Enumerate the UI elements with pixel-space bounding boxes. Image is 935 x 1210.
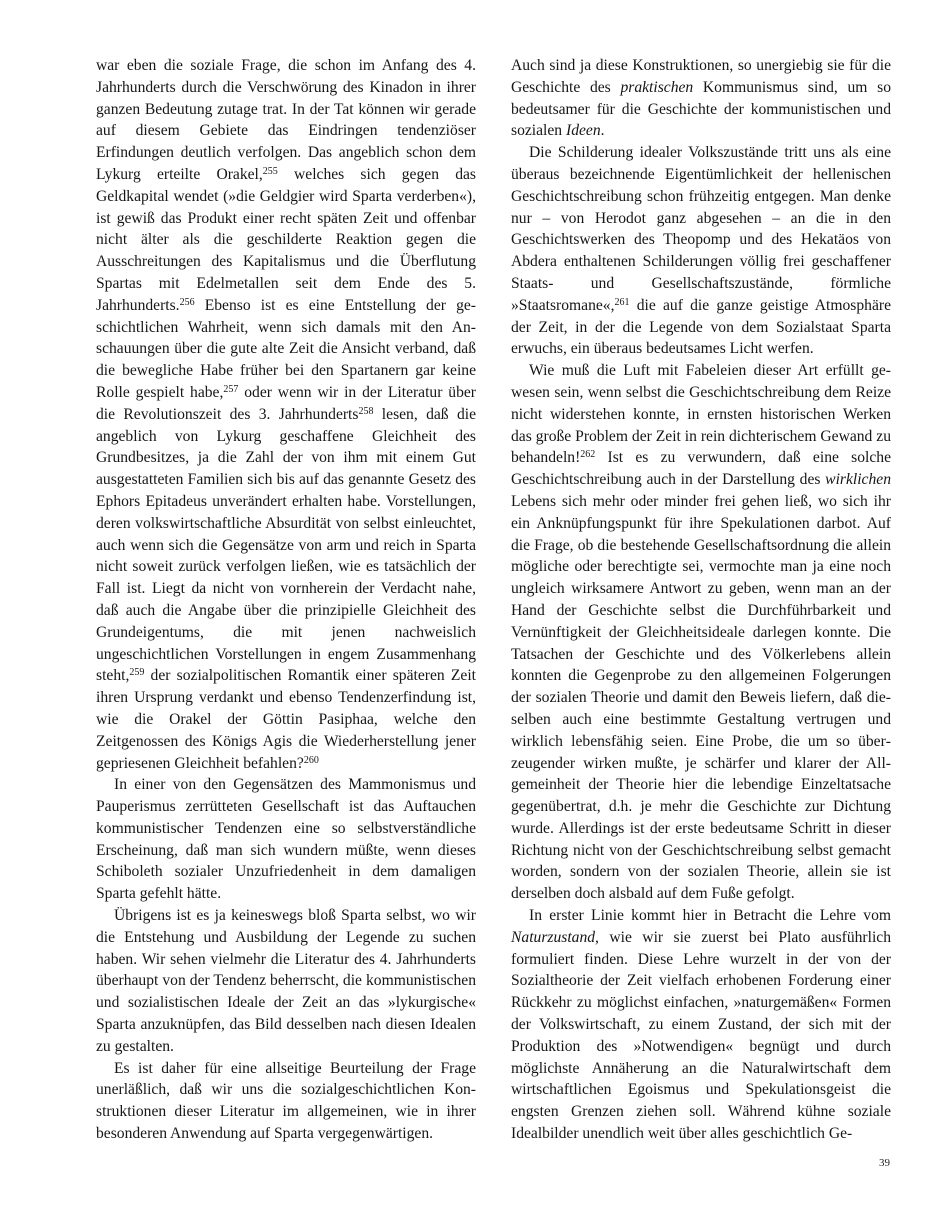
- paragraph: Es ist daher für eine allseitige Beurteilung der Frage unerläßlich, daß wir uns die sozialgeschichtlichen Konstruktionen dieser Literatur im allgemeinen, wie in ihrer besonderen Anwendung auf Sparta vergegenwärtigen.: [96, 1059, 476, 1143]
- paragraph: Übrigens ist es ja keineswegs bloß Sparta selbst, wo wir die Entstehung und Ausbildung der Legende zu suchen haben. Wir sehen vielmehr die Literatur des 4. Jahrhunderts überhaupt von der Tendenz beherrscht, die kommunistischen und sozialistischen Ideale der Zeit an das »lykurgische« Sparta anzuknüpfen, das Bild desselben nach diesen Idealen zu gestalten.: [96, 907, 476, 1055]
- footnote-ref[interactable]: 256: [179, 296, 195, 308]
- paragraph: Wie muß die Luft mit Fabeleien dieser Art erfüllt gewesen sein, wenn selbst die Geschichtschreibung dem Reize nicht widerstehen konnte, in ernsten historischen Werken das große Problem der Zeit in rein dichterischem Gewand zu behandeln!$^{262}$ Ist es zu verwundern, daß eine solche Geschichtschreibung auch in der Darstellung des wirklichen Lebens sich mehr oder minder frei gehen ließ, wo sich ihr ein Anknüpfungspunkt für ihre Spekulationen darbot. Auf die Frage, ob die bestehende Gesellschaftsordnung die allein mögliche oder berechtigte sei, vermochte man ja eine noch ungleich wirksamere Antwort zu geben, wenn man an der Hand der Geschichte selbst die Durchführbarkeit und Vernünftigkeit der Gleichheitsideale darlegen konnte. Die Tatsachen der Geschichte und des Völkerlebens allein konnten die Gegenprobe zu den allgemeinen Folgerungen der sozialen Theorie und damit den Beweis liefern, daß dieselben auch eine bestimmte Gestaltung vertrugen und wirklich lebensfähig seien. Eine Probe, die um so überzeugender wirken mußte, je schärfer und klarer der Allgemeinheit der Theorie hier die lebendige Einzeltatsache gegenübertrat, d.h. je mehr die Geschichte zur Dichtung wurde. Allerdings ist der erste bedeutsame Schritt in dieser Richtung nicht von der Geschichtschreibung selbst gemacht worden, sondern von der sozialen Theorie, allein sie ist derselben doch alsbald auf dem Fuße gefolgt.: [511, 362, 891, 903]
- right-column: [511, 55, 891, 1145]
- emphasis: praktischen: [620, 78, 694, 96]
- page-number: 39: [879, 1157, 890, 1169]
- emphasis: Naturzustand,: [511, 928, 599, 946]
- paragraph: war eben die soziale Frage, die schon im Anfang des 4. Jahrhunderts durch die Verschwörung des Kinadon in ihrer ganzen Bedeutung zutage trat. In der Tat können wir gerade auf diesem Gebiete das Eindringen tendenziöser Erfindungen deutlich verfolgen. Das angeblich schon dem Lykurg erteilte Orakel,$^{255}$ welches sich gegen das Geldkapital wendet (»die Geldgier wird Sparta verderben«), ist gewiß das Produkt einer recht späten Zeit und offenbar nicht älter als die geschilderte Reaktion gegen die Ausschreitungen des Kapitalismus und die Überflutung Spartas mit Edelmetallen seit dem Ende des 5. Jahrhunderts.$^{256}$ Ebenso ist es eine Entstellung der geschichtlichen Wahrheit, wenn sich damals mit den Anschauungen über die gute alte Zeit die Ansicht verband, daß die bewegliche Habe früher bei den Spartanern gar keine Rolle gespielt habe,$^{257}$ oder wenn wir in der Literatur über die Revolutionszeit des 3. Jahrhunderts$^{258}$ lesen, daß die angeblich von Lykurg geschaffene Gleichheit des Grundbesitzes, ja die Zahl der von ihm mit einem Gut ausgestatteten Familien sich bis auf das genannte Gesetz des Ephors Epitadeus unverändert erhalten habe. Vorstellungen, deren volkswirtschaftliche Absurdität von selbst einleuchtet, auch wenn sich die Gegensätze von arm und reich in Sparta nicht soweit zurück verfolgen ließen, wie es tatsächlich der Fall ist. Liegt da nicht von vornherein der Verdacht nahe, daß auch die Angabe über die prinzipielle Gleichheit des Grundeigentums, die mit jenen nachweislich ungeschichtlichen Vorstellungen in engem Zusammenhang steht,$^{259}$ der sozialpolitischen Romantik einer späteren Zeit ihren Ursprung verdankt und ebenso Tendenzerfindung ist, wie die Orakel der Göttin Pasiphaa, welche den Zeitgenossen des Königs Agis die Wiederherstellung jener gepriesenen Gleichheit befahlen?$^{260}$: [96, 57, 476, 772]
- footnote-ref[interactable]: 260: [303, 754, 319, 766]
- footnote-ref[interactable]: 255: [262, 165, 278, 177]
- paragraph: Die Schilderung idealer Volkszustände tritt uns als eine überaus bezeichnende Eigentümlichkeit der hellenischen Geschichtschreibung schon frühzeitig entgegen. Man denke nur – von Herodot ganz abgesehen – an die in den Geschichtswerken des Theopomp und des Hekatäos von Abdera enthaltenen Schilderungen völlig frei geschaffener Staats- und Gesellschaftszustände, förmliche »Staatsromane«,$^{261}$ die auf die ganze geistige Atmosphäre der Zeit, in der die Legende von dem Sozialstaat Sparta erwuchs, ein überaus bedeutsames Licht werfen.: [511, 144, 891, 358]
- paragraph: In erster Linie kommt hier in Betracht die Lehre vom Naturzustand, wie wir sie zuerst bei Plato ausführlich formuliert finden. Diese Lehre wurzelt in der von der Sozialtheorie der Zeit vielfach erhobenen Forderung einer Rückkehr zu möglichst einfachen, »naturgemäßen« Formen der Volkswirtschaft, zu einem Zustand, der sich mit der Produktion des »Notwendigen« begnügt und durch möglichste Annäherung an die Naturalwirtschaft dem wirtschaftlichen Egoismus und Spekulationsgeist die engsten Grenzen ziehen soll. Während kühne soziale Idealbilder unendlich weit über alles geschichtlich Ge-: [511, 907, 891, 1143]
- left-column: [96, 55, 476, 1145]
- footnote-ref[interactable]: 258: [358, 405, 374, 417]
- footnote-ref[interactable]: 257: [223, 383, 239, 395]
- emphasis: Ideen: [566, 122, 601, 140]
- paragraph: Auch sind ja diese Konstruktionen, so unergiebig sie für die Geschichte des praktischen Kommunismus sind, um so bedeutsamer für die Geschichte der kommunistischen und sozialen Ideen.: [511, 57, 891, 140]
- paragraph: In einer von den Gegensätzen des Mammonismus und Pauperismus zerrütteten Gesellschaft ist das Auftauchen kommunistischer Tendenzen eine so selbstverständliche Erscheinung, daß man sich wundern müßte, wenn dieses Schiboleth sozialer Unzufriedenheit in dem damaligen Sparta gefehlt hätte.: [96, 776, 476, 903]
- footnote-ref[interactable]: 259: [129, 667, 145, 679]
- emphasis: wirklichen: [825, 471, 891, 489]
- footnote-ref[interactable]: 262: [580, 449, 596, 461]
- footnote-ref[interactable]: 261: [614, 296, 630, 308]
